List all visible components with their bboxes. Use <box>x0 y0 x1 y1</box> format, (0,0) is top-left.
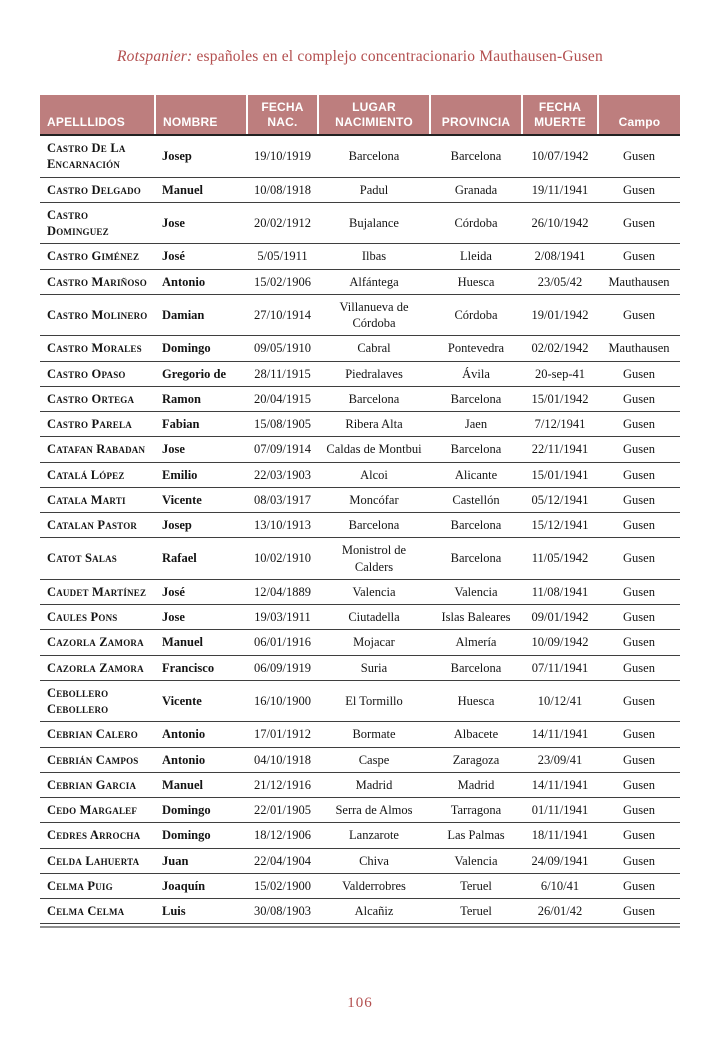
cell-fecha-nac: 5/05/1911 <box>247 244 318 269</box>
table-row <box>40 579 680 604</box>
cell-fecha-muerte: 24/09/1941 <box>522 848 598 873</box>
cell-fecha-nac: 19/10/1919 <box>247 135 318 177</box>
cell-fecha-nac: 21/12/1916 <box>247 772 318 797</box>
table-row <box>40 873 680 898</box>
cell-fecha-nac: 22/03/1903 <box>247 462 318 487</box>
table-header-row <box>40 95 680 135</box>
cell-nombre: Josep <box>155 135 247 177</box>
cell-campo: Gusen <box>598 605 680 630</box>
table-row <box>40 361 680 386</box>
cell-lugar-nacimiento: Piedralaves <box>318 361 430 386</box>
cell-fecha-nac: 06/01/1916 <box>247 630 318 655</box>
cell-campo: Gusen <box>598 680 680 722</box>
cell-apellidos: Catala Marti <box>40 487 155 512</box>
table-row <box>40 269 680 294</box>
cell-provincia: Teruel <box>430 899 522 924</box>
cell-campo: Gusen <box>598 747 680 772</box>
cell-fecha-muerte: 15/12/1941 <box>522 513 598 538</box>
cell-lugar-nacimiento: Bujalance <box>318 202 430 244</box>
cell-provincia: Barcelona <box>430 513 522 538</box>
cell-fecha-nac: 20/02/1912 <box>247 202 318 244</box>
cell-apellidos: Caudet Martínez <box>40 579 155 604</box>
cell-provincia: Alicante <box>430 462 522 487</box>
cell-apellidos: Castro Dominguez <box>40 202 155 244</box>
table-row <box>40 538 680 580</box>
table-row <box>40 336 680 361</box>
cell-fecha-muerte: 14/11/1941 <box>522 722 598 747</box>
page-title-rest: españoles en el complejo concentracionario Mauthausen-Gusen <box>192 48 603 65</box>
col-header-apellidos: APELLLIDOS <box>40 95 155 135</box>
cell-nombre: Jose <box>155 202 247 244</box>
cell-campo: Gusen <box>598 294 680 336</box>
table-row <box>40 722 680 747</box>
cell-nombre: Domingo <box>155 823 247 848</box>
cell-fecha-muerte: 11/05/1942 <box>522 538 598 580</box>
cell-nombre: Gregorio de <box>155 361 247 386</box>
cell-provincia: Barcelona <box>430 135 522 177</box>
cell-apellidos: Cazorla Zamora <box>40 630 155 655</box>
cell-provincia: Tarragona <box>430 798 522 823</box>
cell-lugar-nacimiento: Barcelona <box>318 513 430 538</box>
table-row <box>40 747 680 772</box>
cell-nombre: Jose <box>155 605 247 630</box>
table-row <box>40 294 680 336</box>
table-row <box>40 513 680 538</box>
cell-provincia: Pontevedra <box>430 336 522 361</box>
cell-nombre: Manuel <box>155 772 247 797</box>
cell-nombre: Juan <box>155 848 247 873</box>
col-header-fecha-nac: FECHA NAC. <box>247 95 318 135</box>
cell-lugar-nacimiento: Alcoi <box>318 462 430 487</box>
cell-fecha-muerte: 09/01/1942 <box>522 605 598 630</box>
cell-provincia: Jaen <box>430 412 522 437</box>
table-body <box>40 135 680 924</box>
cell-fecha-nac: 15/02/1900 <box>247 873 318 898</box>
prisoners-table <box>40 95 680 924</box>
cell-campo: Gusen <box>598 437 680 462</box>
cell-campo: Gusen <box>598 135 680 177</box>
cell-fecha-muerte: 10/12/41 <box>522 680 598 722</box>
page-title <box>0 48 720 66</box>
cell-fecha-nac: 22/04/1904 <box>247 848 318 873</box>
page-number: 106 <box>347 995 373 1011</box>
cell-campo: Gusen <box>598 630 680 655</box>
page-title-italic-word: Rotspanier: <box>117 48 193 65</box>
cell-apellidos: Castro Parela <box>40 412 155 437</box>
cell-campo: Gusen <box>598 386 680 411</box>
cell-fecha-muerte: 18/11/1941 <box>522 823 598 848</box>
col-header-lugar-nacimiento: LUGAR NACIMIENTO <box>318 95 430 135</box>
cell-fecha-muerte: 2/08/1941 <box>522 244 598 269</box>
cell-lugar-nacimiento: Alcañiz <box>318 899 430 924</box>
cell-fecha-muerte: 26/01/42 <box>522 899 598 924</box>
cell-lugar-nacimiento: Ciutadella <box>318 605 430 630</box>
cell-fecha-nac: 12/04/1889 <box>247 579 318 604</box>
cell-fecha-muerte: 11/08/1941 <box>522 579 598 604</box>
table-row <box>40 487 680 512</box>
cell-apellidos: Celma Puig <box>40 873 155 898</box>
col-header-nombre: NOMBRE <box>155 95 247 135</box>
cell-lugar-nacimiento: Ribera Alta <box>318 412 430 437</box>
cell-apellidos: Castro Molinero <box>40 294 155 336</box>
cell-fecha-muerte: 7/12/1941 <box>522 412 598 437</box>
cell-lugar-nacimiento: Bormate <box>318 722 430 747</box>
cell-nombre: Antonio <box>155 747 247 772</box>
cell-fecha-nac: 15/08/1905 <box>247 412 318 437</box>
cell-campo: Mauthausen <box>598 336 680 361</box>
cell-provincia: Huesca <box>430 680 522 722</box>
table-row <box>40 462 680 487</box>
cell-nombre: Emilio <box>155 462 247 487</box>
cell-apellidos: Castro De La Encarnación <box>40 135 155 177</box>
cell-provincia: Barcelona <box>430 538 522 580</box>
table-row <box>40 630 680 655</box>
cell-apellidos: Cedres Arrocha <box>40 823 155 848</box>
cell-apellidos: Catafan Rabadan <box>40 437 155 462</box>
cell-lugar-nacimiento: Valderrobres <box>318 873 430 898</box>
cell-lugar-nacimiento: Mojacar <box>318 630 430 655</box>
cell-apellidos: Castro Ortega <box>40 386 155 411</box>
cell-fecha-nac: 09/05/1910 <box>247 336 318 361</box>
cell-nombre: Luis <box>155 899 247 924</box>
table-bottom-rule <box>40 926 680 928</box>
cell-provincia: Valencia <box>430 848 522 873</box>
cell-campo: Gusen <box>598 244 680 269</box>
cell-fecha-nac: 04/10/1918 <box>247 747 318 772</box>
cell-provincia: Barcelona <box>430 437 522 462</box>
cell-nombre: Vicente <box>155 680 247 722</box>
cell-provincia: Barcelona <box>430 655 522 680</box>
cell-nombre: José <box>155 579 247 604</box>
cell-nombre: Josep <box>155 513 247 538</box>
table-row <box>40 655 680 680</box>
cell-nombre: Ramon <box>155 386 247 411</box>
cell-fecha-nac: 13/10/1913 <box>247 513 318 538</box>
cell-apellidos: Catalá López <box>40 462 155 487</box>
cell-fecha-nac: 19/03/1911 <box>247 605 318 630</box>
cell-fecha-nac: 30/08/1903 <box>247 899 318 924</box>
cell-nombre: José <box>155 244 247 269</box>
table-row <box>40 437 680 462</box>
cell-fecha-nac: 22/01/1905 <box>247 798 318 823</box>
table-row <box>40 772 680 797</box>
cell-provincia: Castellón <box>430 487 522 512</box>
table-header <box>40 95 680 135</box>
cell-campo: Gusen <box>598 579 680 604</box>
table-row <box>40 605 680 630</box>
cell-fecha-muerte: 15/01/1942 <box>522 386 598 411</box>
cell-provincia: Madrid <box>430 772 522 797</box>
cell-apellidos: Castro Delgado <box>40 177 155 202</box>
cell-campo: Gusen <box>598 798 680 823</box>
cell-lugar-nacimiento: Cabral <box>318 336 430 361</box>
cell-campo: Gusen <box>598 412 680 437</box>
cell-campo: Gusen <box>598 513 680 538</box>
cell-apellidos: Cazorla Zamora <box>40 655 155 680</box>
cell-lugar-nacimiento: Suria <box>318 655 430 680</box>
cell-apellidos: Caules Pons <box>40 605 155 630</box>
cell-provincia: Córdoba <box>430 294 522 336</box>
cell-lugar-nacimiento: Caspe <box>318 747 430 772</box>
cell-lugar-nacimiento: Madrid <box>318 772 430 797</box>
cell-provincia: Islas Baleares <box>430 605 522 630</box>
table-row <box>40 680 680 722</box>
cell-campo: Gusen <box>598 202 680 244</box>
table-row <box>40 848 680 873</box>
cell-fecha-muerte: 14/11/1941 <box>522 772 598 797</box>
cell-apellidos: Celda Lahuerta <box>40 848 155 873</box>
cell-campo: Gusen <box>598 177 680 202</box>
cell-nombre: Rafael <box>155 538 247 580</box>
cell-lugar-nacimiento: Villanueva de Córdoba <box>318 294 430 336</box>
cell-apellidos: Catalan Pastor <box>40 513 155 538</box>
cell-fecha-muerte: 07/11/1941 <box>522 655 598 680</box>
cell-provincia: Teruel <box>430 873 522 898</box>
cell-apellidos: Catot Salas <box>40 538 155 580</box>
cell-apellidos: Cebollero Cebollero <box>40 680 155 722</box>
cell-lugar-nacimiento: Chiva <box>318 848 430 873</box>
table-row <box>40 412 680 437</box>
cell-lugar-nacimiento: Alfántega <box>318 269 430 294</box>
cell-fecha-nac: 16/10/1900 <box>247 680 318 722</box>
cell-nombre: Manuel <box>155 630 247 655</box>
table-row <box>40 899 680 924</box>
table-row <box>40 177 680 202</box>
cell-fecha-muerte: 10/07/1942 <box>522 135 598 177</box>
cell-campo: Gusen <box>598 655 680 680</box>
cell-campo: Gusen <box>598 462 680 487</box>
cell-fecha-nac: 20/04/1915 <box>247 386 318 411</box>
cell-fecha-muerte: 15/01/1941 <box>522 462 598 487</box>
cell-provincia: Zaragoza <box>430 747 522 772</box>
cell-fecha-nac: 27/10/1914 <box>247 294 318 336</box>
cell-lugar-nacimiento: El Tormillo <box>318 680 430 722</box>
cell-nombre: Manuel <box>155 177 247 202</box>
cell-fecha-muerte: 19/11/1941 <box>522 177 598 202</box>
cell-fecha-nac: 10/08/1918 <box>247 177 318 202</box>
cell-fecha-muerte: 23/05/42 <box>522 269 598 294</box>
cell-apellidos: Cebrian Garcia <box>40 772 155 797</box>
cell-lugar-nacimiento: Serra de Almos <box>318 798 430 823</box>
cell-fecha-nac: 17/01/1912 <box>247 722 318 747</box>
cell-nombre: Joaquín <box>155 873 247 898</box>
cell-campo: Gusen <box>598 899 680 924</box>
cell-lugar-nacimiento: Barcelona <box>318 386 430 411</box>
cell-provincia: Huesca <box>430 269 522 294</box>
cell-campo: Mauthausen <box>598 269 680 294</box>
cell-lugar-nacimiento: Lanzarote <box>318 823 430 848</box>
table-row <box>40 823 680 848</box>
cell-nombre: Fabian <box>155 412 247 437</box>
cell-nombre: Francisco <box>155 655 247 680</box>
cell-nombre: Domingo <box>155 336 247 361</box>
cell-fecha-muerte: 05/12/1941 <box>522 487 598 512</box>
cell-provincia: Las Palmas <box>430 823 522 848</box>
cell-fecha-muerte: 6/10/41 <box>522 873 598 898</box>
col-header-provincia: PROVINCIA <box>430 95 522 135</box>
cell-fecha-nac: 15/02/1906 <box>247 269 318 294</box>
cell-fecha-muerte: 23/09/41 <box>522 747 598 772</box>
cell-apellidos: Celma Celma <box>40 899 155 924</box>
cell-provincia: Lleida <box>430 244 522 269</box>
cell-campo: Gusen <box>598 487 680 512</box>
cell-fecha-muerte: 10/09/1942 <box>522 630 598 655</box>
table-row <box>40 798 680 823</box>
cell-campo: Gusen <box>598 722 680 747</box>
cell-lugar-nacimiento: Moncófar <box>318 487 430 512</box>
cell-lugar-nacimiento: Monistrol de Calders <box>318 538 430 580</box>
col-header-fecha-muerte: FECHA MUERTE <box>522 95 598 135</box>
cell-nombre: Antonio <box>155 269 247 294</box>
table-row <box>40 202 680 244</box>
cell-provincia: Valencia <box>430 579 522 604</box>
cell-nombre: Domingo <box>155 798 247 823</box>
cell-apellidos: Castro Morales <box>40 336 155 361</box>
cell-campo: Gusen <box>598 823 680 848</box>
cell-lugar-nacimiento: Valencia <box>318 579 430 604</box>
cell-provincia: Ávila <box>430 361 522 386</box>
cell-nombre: Vicente <box>155 487 247 512</box>
cell-fecha-nac: 08/03/1917 <box>247 487 318 512</box>
cell-campo: Gusen <box>598 772 680 797</box>
table-row <box>40 135 680 177</box>
cell-fecha-nac: 18/12/1906 <box>247 823 318 848</box>
cell-fecha-muerte: 20-sep-41 <box>522 361 598 386</box>
cell-fecha-nac: 28/11/1915 <box>247 361 318 386</box>
cell-lugar-nacimiento: Ilbas <box>318 244 430 269</box>
cell-campo: Gusen <box>598 873 680 898</box>
cell-fecha-muerte: 22/11/1941 <box>522 437 598 462</box>
cell-fecha-nac: 07/09/1914 <box>247 437 318 462</box>
cell-fecha-nac: 06/09/1919 <box>247 655 318 680</box>
cell-nombre: Damian <box>155 294 247 336</box>
cell-apellidos: Castro Mariñoso <box>40 269 155 294</box>
cell-nombre: Jose <box>155 437 247 462</box>
cell-apellidos: Castro Opaso <box>40 361 155 386</box>
cell-apellidos: Cebrian Calero <box>40 722 155 747</box>
col-header-campo: Campo <box>598 95 680 135</box>
cell-provincia: Córdoba <box>430 202 522 244</box>
cell-campo: Gusen <box>598 848 680 873</box>
cell-apellidos: Cebrián Campos <box>40 747 155 772</box>
cell-fecha-muerte: 19/01/1942 <box>522 294 598 336</box>
cell-apellidos: Castro Giménez <box>40 244 155 269</box>
cell-campo: Gusen <box>598 538 680 580</box>
cell-fecha-muerte: 01/11/1941 <box>522 798 598 823</box>
cell-provincia: Barcelona <box>430 386 522 411</box>
cell-provincia: Granada <box>430 177 522 202</box>
cell-nombre: Antonio <box>155 722 247 747</box>
cell-fecha-muerte: 02/02/1942 <box>522 336 598 361</box>
cell-fecha-muerte: 26/10/1942 <box>522 202 598 244</box>
cell-provincia: Albacete <box>430 722 522 747</box>
cell-lugar-nacimiento: Barcelona <box>318 135 430 177</box>
cell-lugar-nacimiento: Padul <box>318 177 430 202</box>
table-row <box>40 386 680 411</box>
cell-lugar-nacimiento: Caldas de Montbui <box>318 437 430 462</box>
cell-campo: Gusen <box>598 361 680 386</box>
cell-apellidos: Cedo Margalef <box>40 798 155 823</box>
table-row <box>40 244 680 269</box>
cell-provincia: Almería <box>430 630 522 655</box>
cell-fecha-nac: 10/02/1910 <box>247 538 318 580</box>
